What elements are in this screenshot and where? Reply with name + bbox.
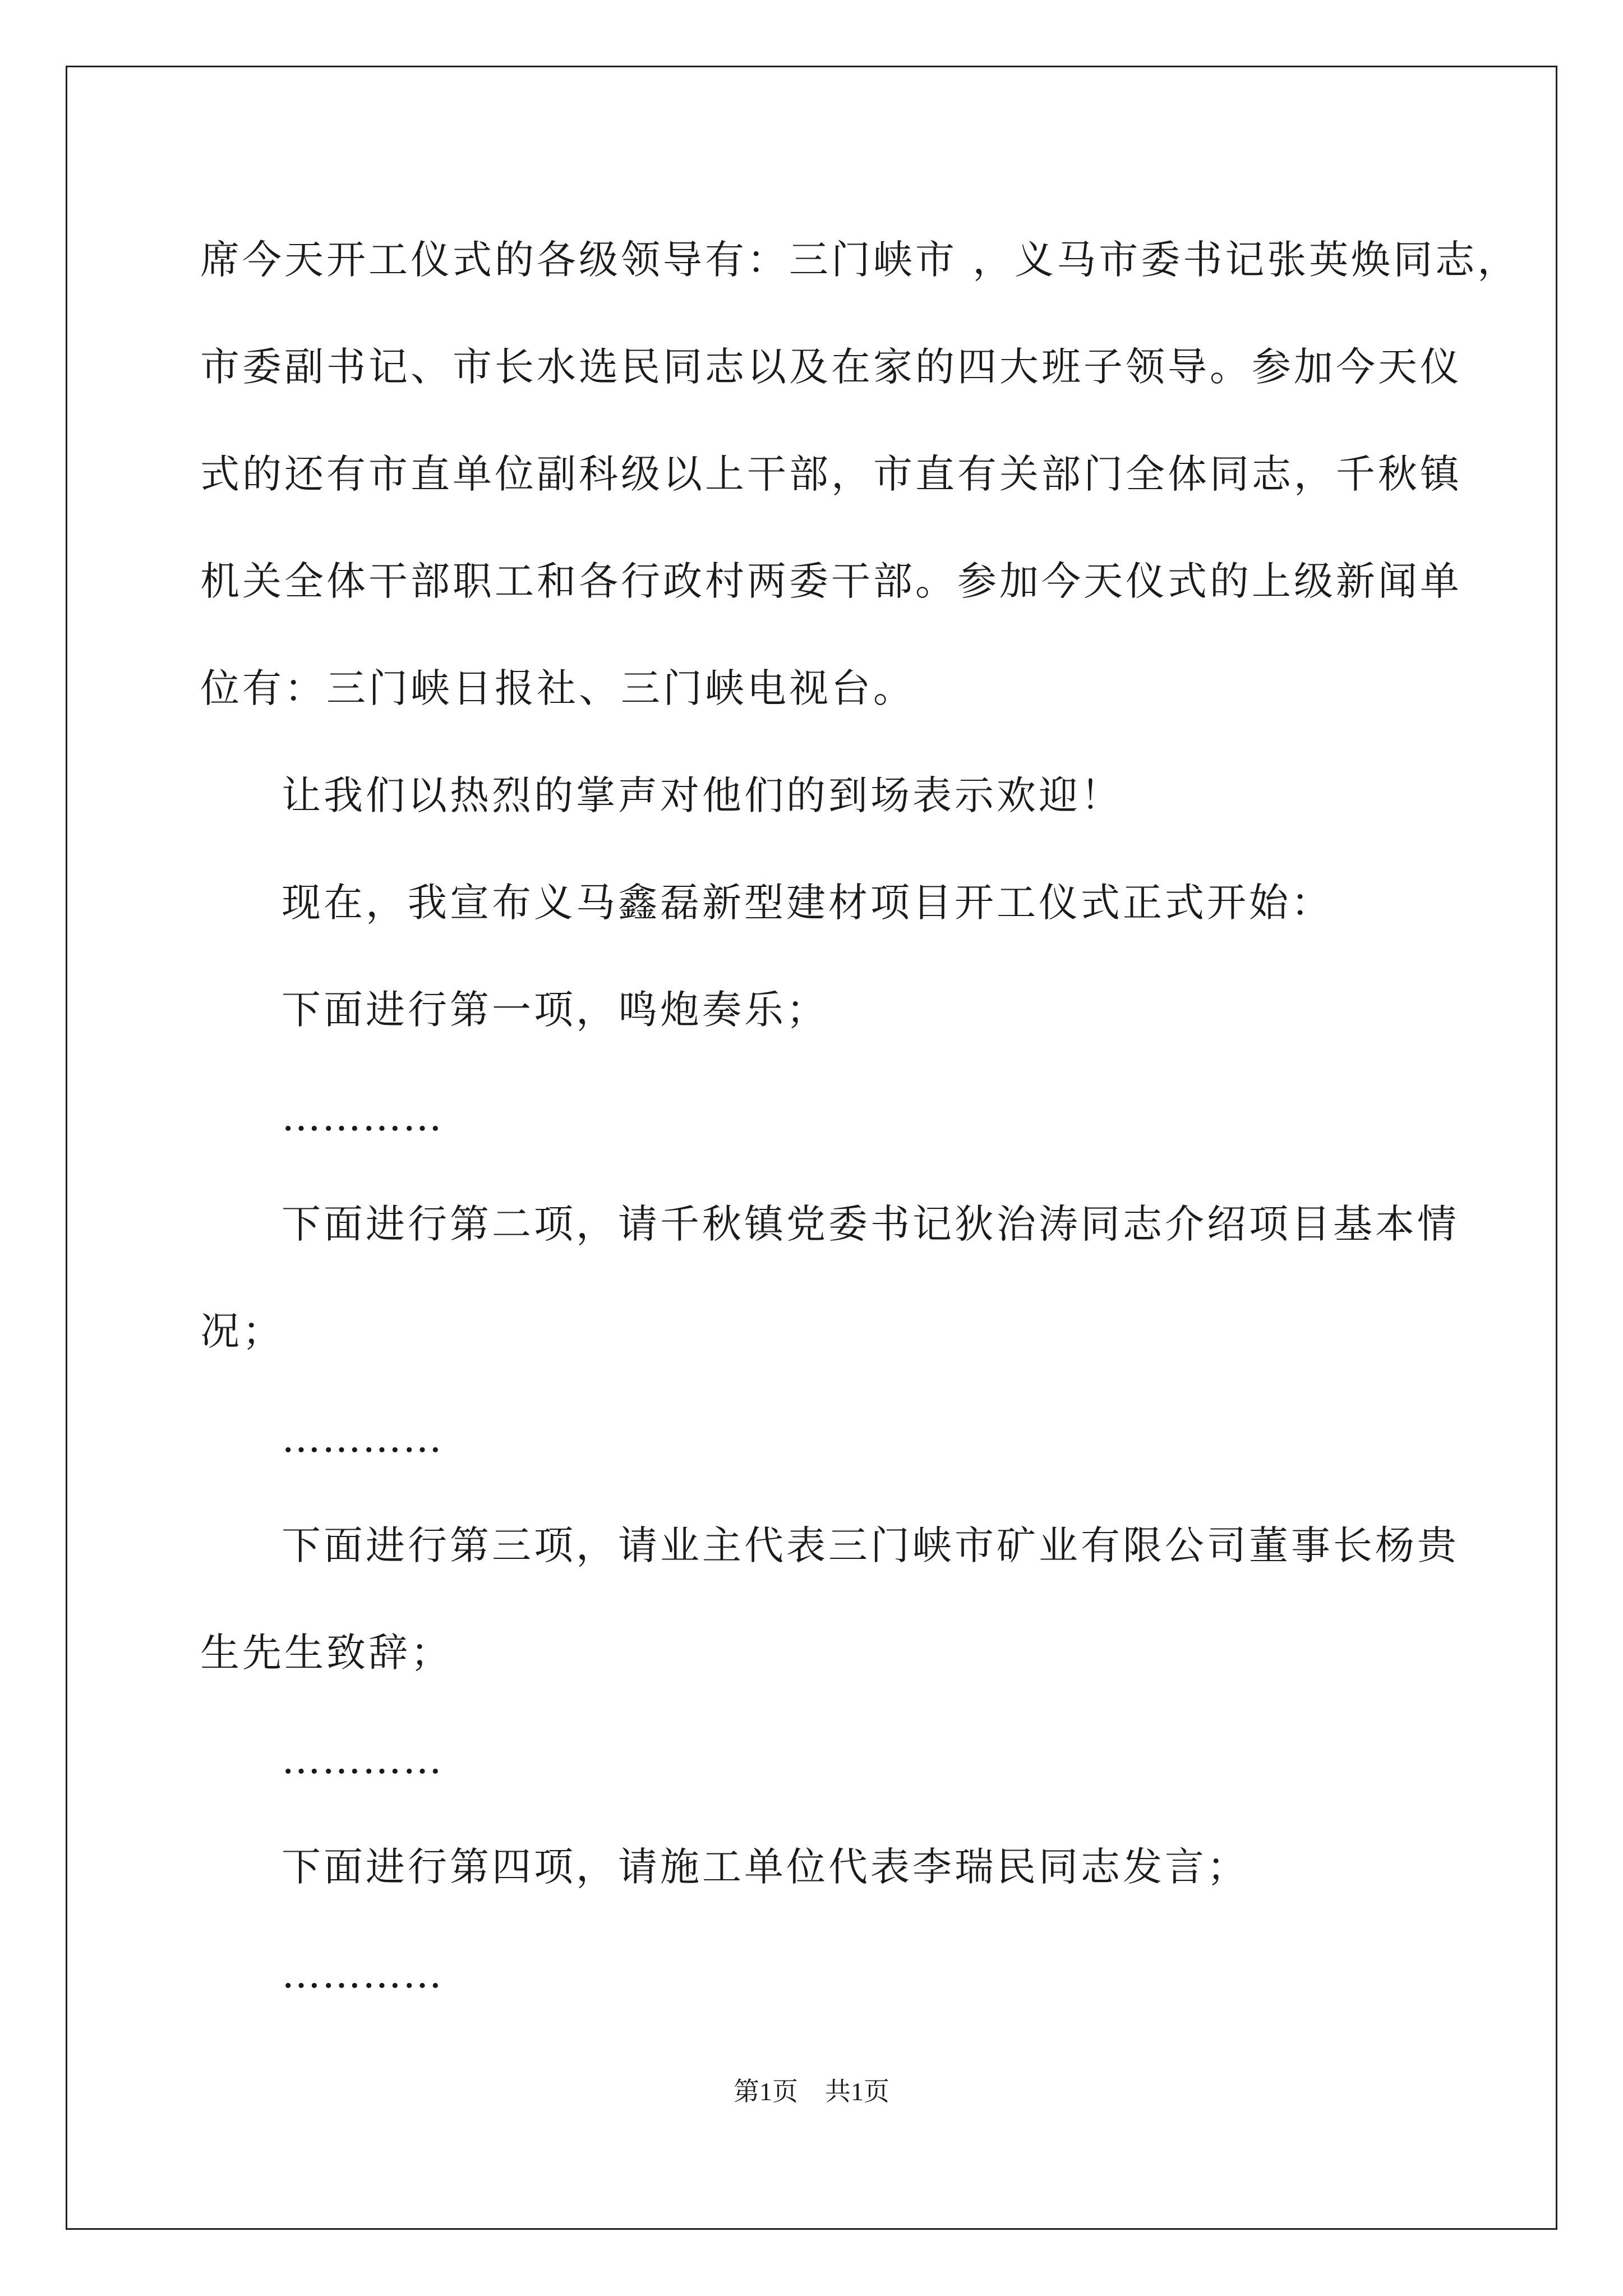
ellipsis-line: …………	[282, 1415, 443, 1461]
page-number: 第1页	[734, 2077, 798, 2106]
paragraph-line: 位有：三门峡日报社、三门峡电视台。	[200, 665, 915, 711]
paragraph-line: 生先生致辞；	[200, 1630, 453, 1676]
paragraph-line: 现在，我宣布义马鑫磊新型建材项目开工仪式正式开始：	[282, 880, 1333, 926]
document-body	[200, 206, 1520, 2028]
page-total: 共1页	[825, 2077, 889, 2106]
paragraph-line: 下面进行第二项，请千秋镇党委书记狄治涛同志介绍项目基本情	[282, 1201, 1459, 1247]
paragraph-line: 让我们以热烈的掌声对他们的到场表示欢迎！	[282, 772, 1123, 818]
ellipsis-line: …………	[282, 1951, 443, 1997]
paragraph-line: 下面进行第一项，鸣炮奏乐；	[282, 987, 828, 1033]
paragraph-line: 式的还有市直单位副科级以上干部，市直有关部门全体同志，千秋镇	[200, 451, 1462, 497]
paragraph-line: 市委副书记、市长水选民同志以及在家的四大班子领导。参加今天仪	[200, 344, 1462, 390]
paragraph-line: 下面进行第四项，请施工单位代表李瑞民同志发言；	[282, 1844, 1249, 1890]
page-footer	[0, 2071, 1623, 2108]
paragraph-line: 下面进行第三项，请业主代表三门峡市矿业有限公司董事长杨贵	[282, 1522, 1459, 1568]
ellipsis-line: …………	[282, 1094, 443, 1140]
paragraph-line: 机关全体干部职工和各行政村两委干部。参加今天仪式的上级新闻单	[200, 558, 1462, 604]
paragraph-line: 况；	[200, 1308, 284, 1354]
ellipsis-line: …………	[282, 1737, 443, 1783]
paragraph-line: 席今天开工仪式的各级领导有：三门峡市 ，义马市委书记张英焕同志，	[200, 237, 1520, 283]
